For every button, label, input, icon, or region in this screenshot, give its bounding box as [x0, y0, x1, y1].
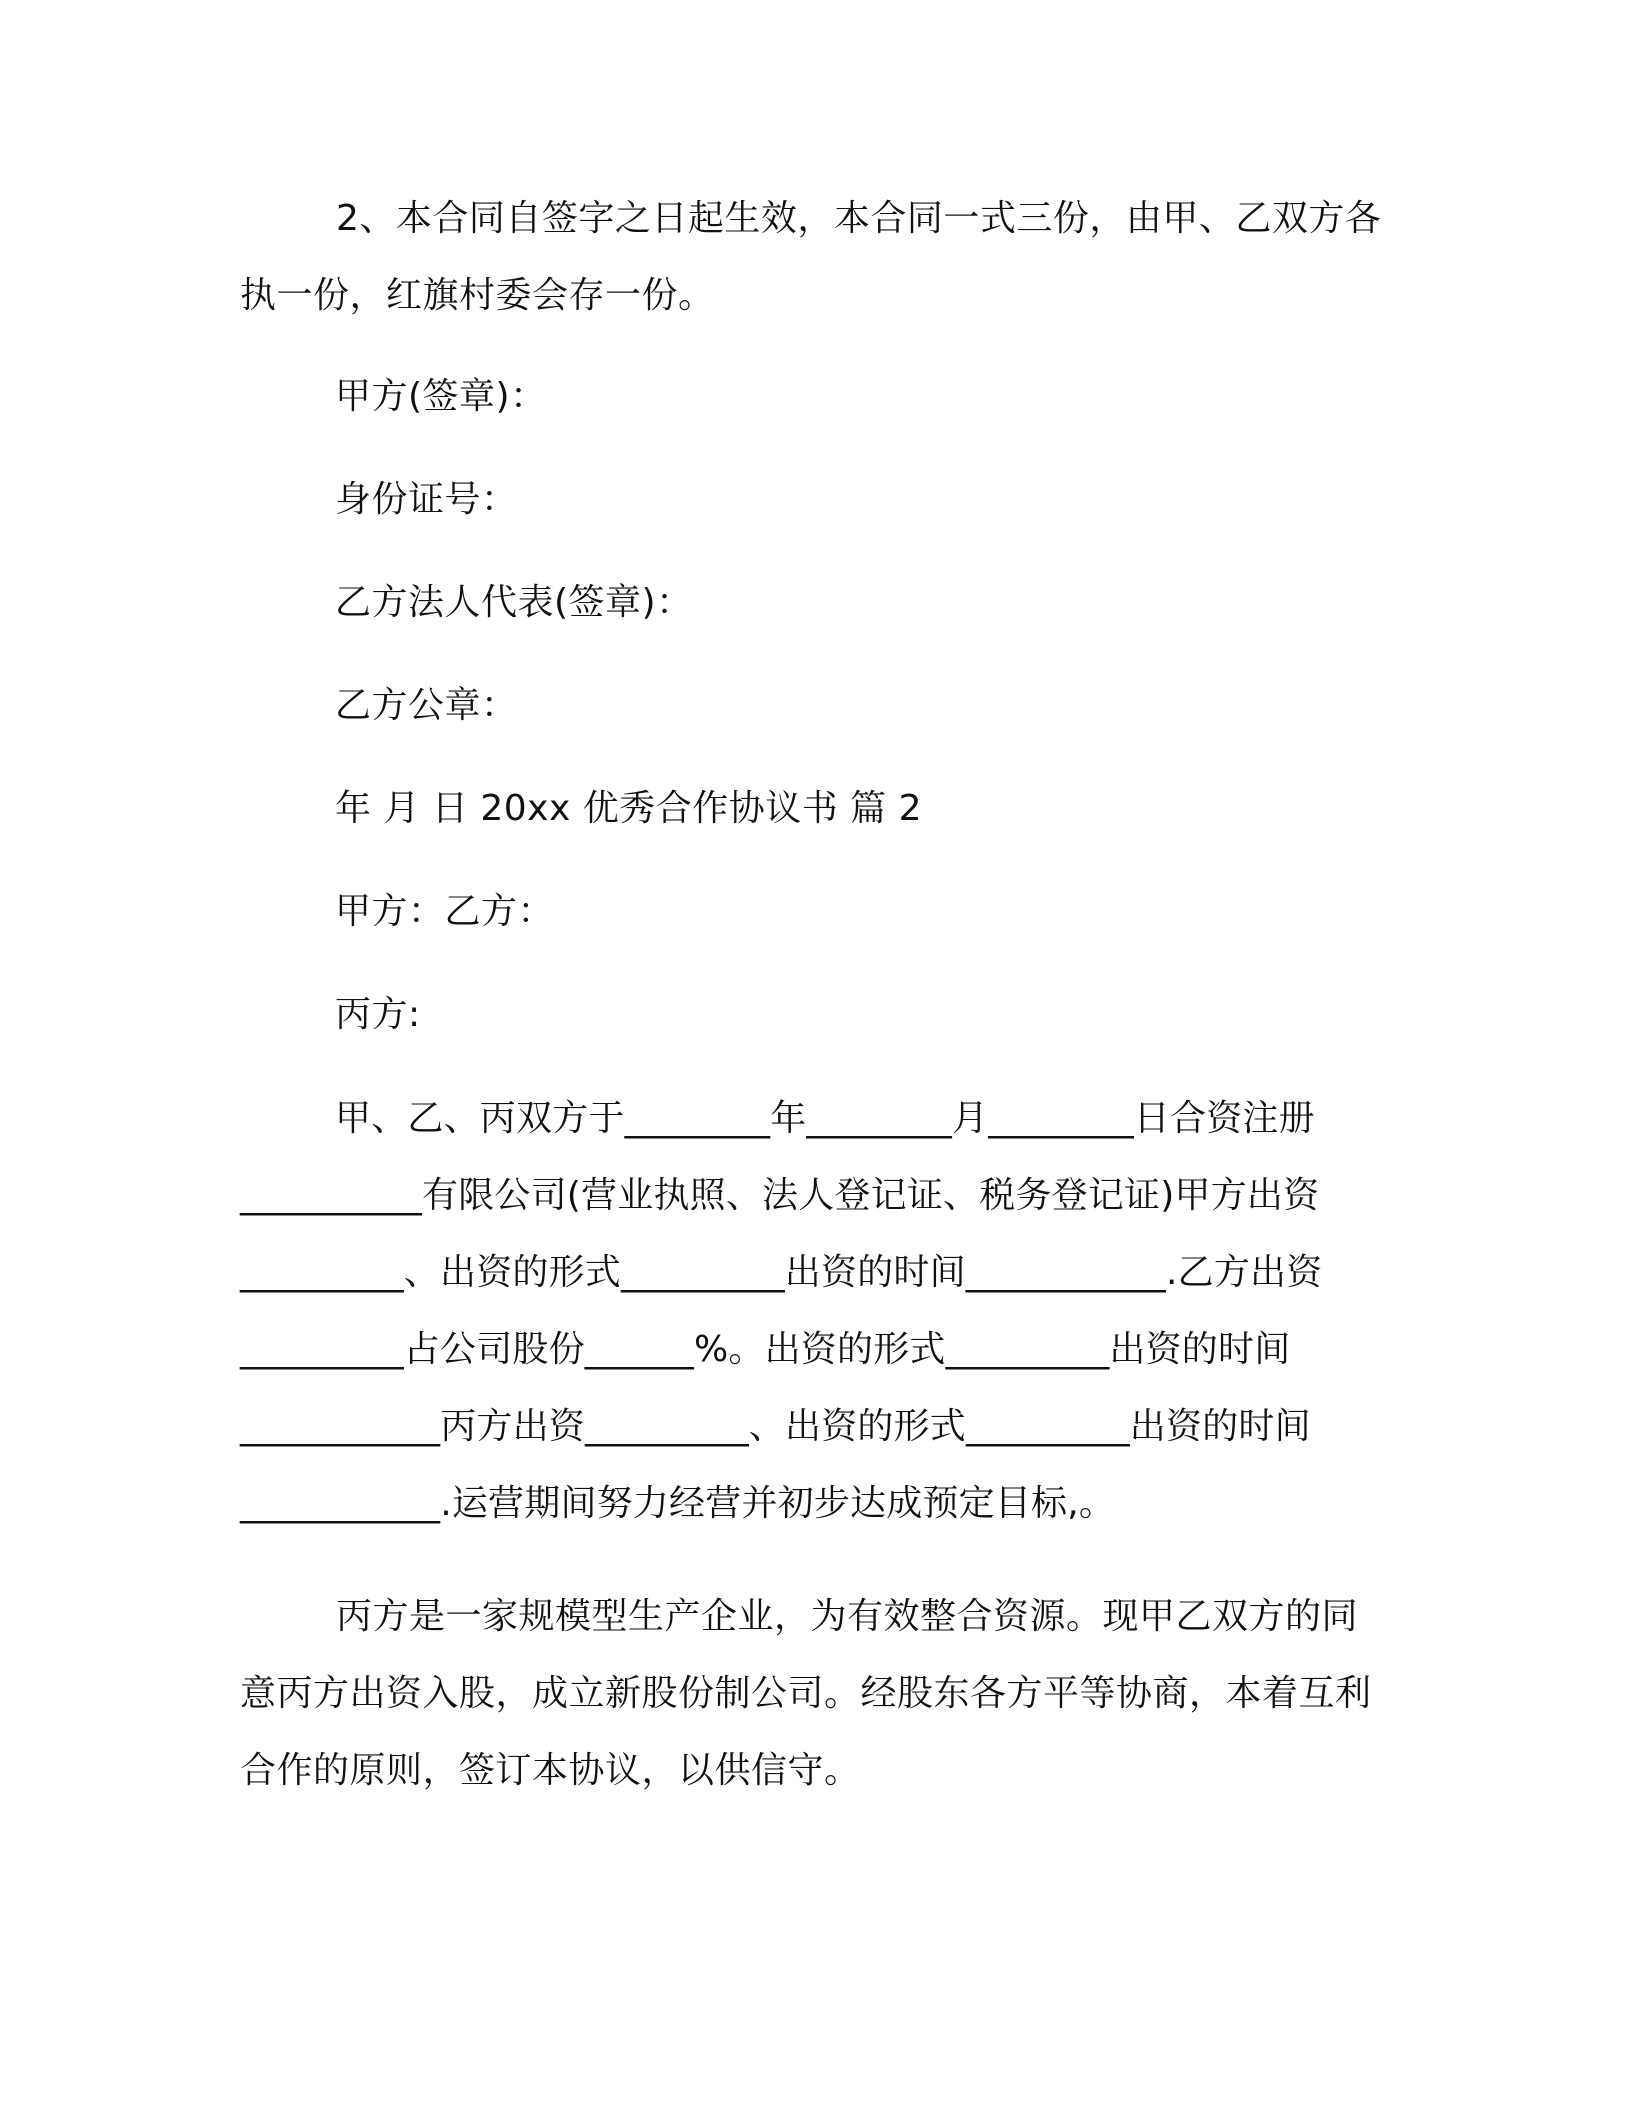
- party-b-representative-label: 乙方法人代表(签章)：: [335, 582, 693, 623]
- party-b-seal-label: 乙方公章：: [335, 685, 518, 726]
- investment-clause-line: _________、出资的形式_________出资的时间___________.乙方出资: [240, 1252, 1323, 1293]
- investment-clause-line: _________占公司股份______%。出资的形式_________出资的时间: [240, 1329, 1291, 1370]
- investment-clause-line: ___________.运营期间努力经营并初步达成预定目标,。: [240, 1483, 1116, 1524]
- date-and-section-title: 年 月 日 20xx 优秀合作协议书 篇 2: [335, 788, 922, 829]
- party-c-label: 丙方:: [335, 994, 421, 1035]
- investment-clause-line: __________有限公司(营业执照、法人登记证、税务登记证)甲方出资: [240, 1175, 1320, 1216]
- investment-clause-line: ___________丙方出资_________、出资的形式_________出资的时间: [240, 1406, 1311, 1447]
- clause-2-effective: 2、本合同自签字之日起生效，本合同一式三份，由甲、乙双方各执一份，红旗村委会存一份。: [240, 198, 1382, 316]
- parties-a-b-label: 甲方：乙方：: [335, 891, 555, 932]
- id-number-label: 身份证号：: [335, 479, 518, 520]
- party-c-introduction-paragraph: 丙方是一家规模型生产企业，为有效整合资源。现甲乙双方的同意丙方出资入股，成立新股份制公司。经股东各方平等协商，本着互利合作的原则，签订本协议，以供信守。: [240, 1596, 1372, 1791]
- investment-clause-line: 甲、乙、丙双方于________年________月________日合资注册: [335, 1098, 1315, 1139]
- party-a-signature-label: 甲方(签章)：: [335, 376, 547, 417]
